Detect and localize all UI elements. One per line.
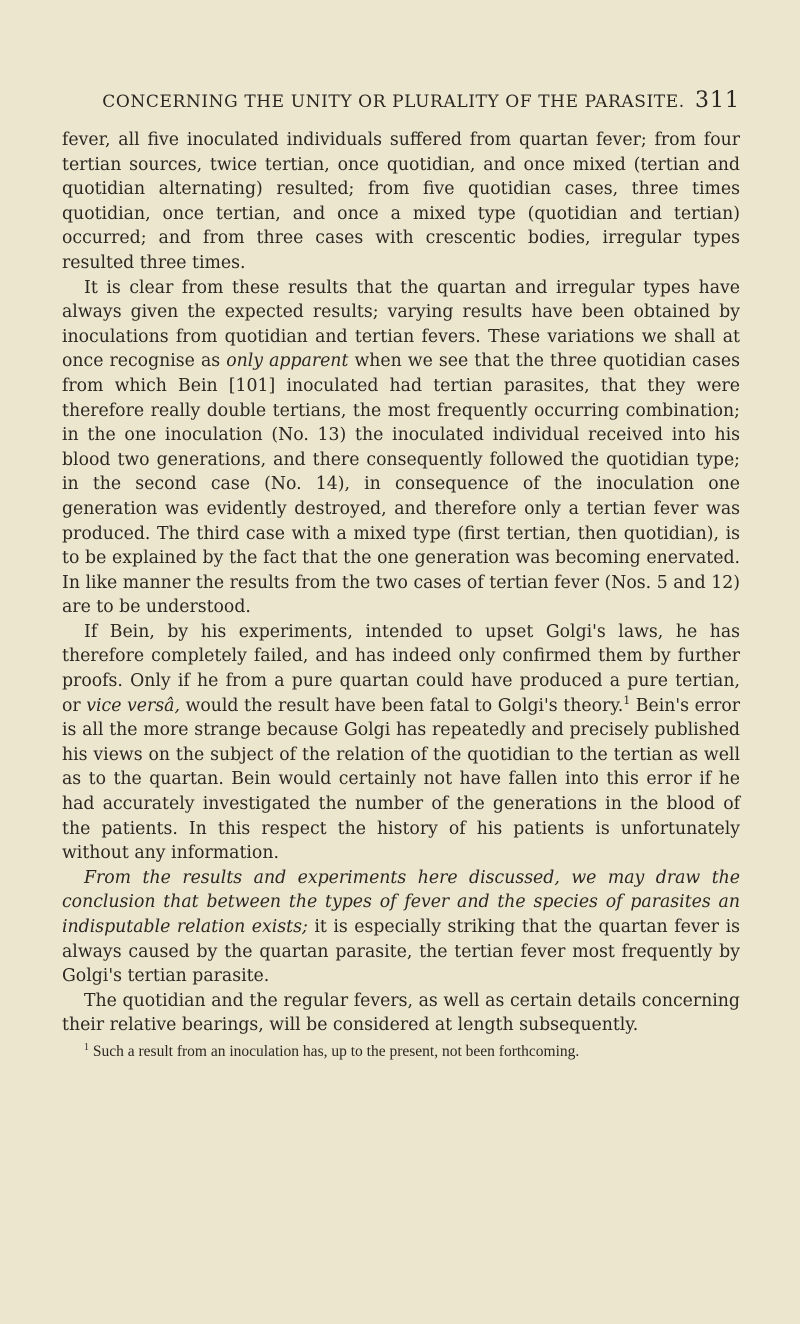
paragraph-2-text-a: It is clear from these results that the quartan and irregular types have always given the expected results; varying results have been obtained by inoculations from quotidian and tertian fevers. These variations we shall at once recognise as (62, 277, 740, 372)
paragraph-3-emphasis: vice versâ, (86, 695, 180, 716)
paragraph-3 (62, 620, 740, 866)
footnote-mark: 1 (84, 1041, 89, 1053)
paragraph-4 (62, 866, 740, 989)
paragraph-4-emphasis: From the results and experiments here discussed, we may draw the conclusion that between the types of fever and the species of parasites an indisputable relation exists; (62, 867, 740, 937)
footnote-text: Such a result from an inoculation has, up to the present, not been forthcoming. (89, 1042, 580, 1060)
running-head (62, 88, 740, 128)
paragraph-1: fever, all five inoculated individuals suffered from quartan fever; from four tertian sources, twice tertian, once quotidian, and once mixed (tertian and quotidian alternating) resulted; from five quotidian cases, three times quotidian, once tertian, and once a mixed type (quotidian and tertian) occurred; and from three cases with crescentic bodies, irregular types resulted three times. (62, 130, 740, 273)
running-head-title: CONCERNING THE UNITY OR PLURALITY OF THE PARASITE. (102, 92, 685, 112)
footnote (62, 1041, 740, 1062)
paragraph-3-text-a: If Bein, by his experiments, intended to upset Golgi's laws, he has therefore completely failed, and has indeed only confirmed them by further proofs. Only if he from a pure quartan could have produced a pure tertian, or (62, 621, 740, 716)
body-text (62, 128, 740, 1038)
paragraph-3-text-c: Bein's error is all the more strange because Golgi has repeatedly and precisely published his views on the subject of the relation of the quotidian to the tertian as well as to the quartan. Bein would certainly not have fallen into this error if he had accurately investigated the number of the generations in the blood of the patients. In this respect the history of his patients is unfortunately without any information. (62, 695, 740, 864)
paragraph-5: The quotidian and the regular fevers, as well as certain details concerning their relative bearings, will be considered at length subsequently. (62, 990, 740, 1036)
paragraph-2-emphasis: only apparent (226, 351, 349, 372)
paragraph-2-text-b: when we see that the three quotidian cases from which Bein [101] inoculated had tertian parasites, that they were therefore really double tertians, the most frequently occurring combination; in the one inoculation (No. 13) the inoculated individual received into his blood two generations, and there consequently followed the quotidian type; in the second case (No. 14), in consequence of the inoculation one generation was evidently destroyed, and therefore only a tertian fever was produced. The third case with a mixed type (first tertian, then quotidian), is to be explained by the fact that the one generation was becoming enervated. In like manner the results from the two cases of tertian fever (Nos. 5 and 12) are to be understood. (62, 351, 740, 618)
paragraph-2 (62, 276, 740, 620)
paragraph-4-text-b: it is especially striking that the quartan fever is always caused by the quartan parasite, the tertian fever most frequently by Golgi's tertian parasite. (62, 917, 740, 987)
page-number: 311 (695, 88, 740, 113)
footnote-reference: 1 (623, 693, 631, 707)
paragraph-3-text-b: would the result have been fatal to Golgi's theory. (179, 695, 624, 716)
